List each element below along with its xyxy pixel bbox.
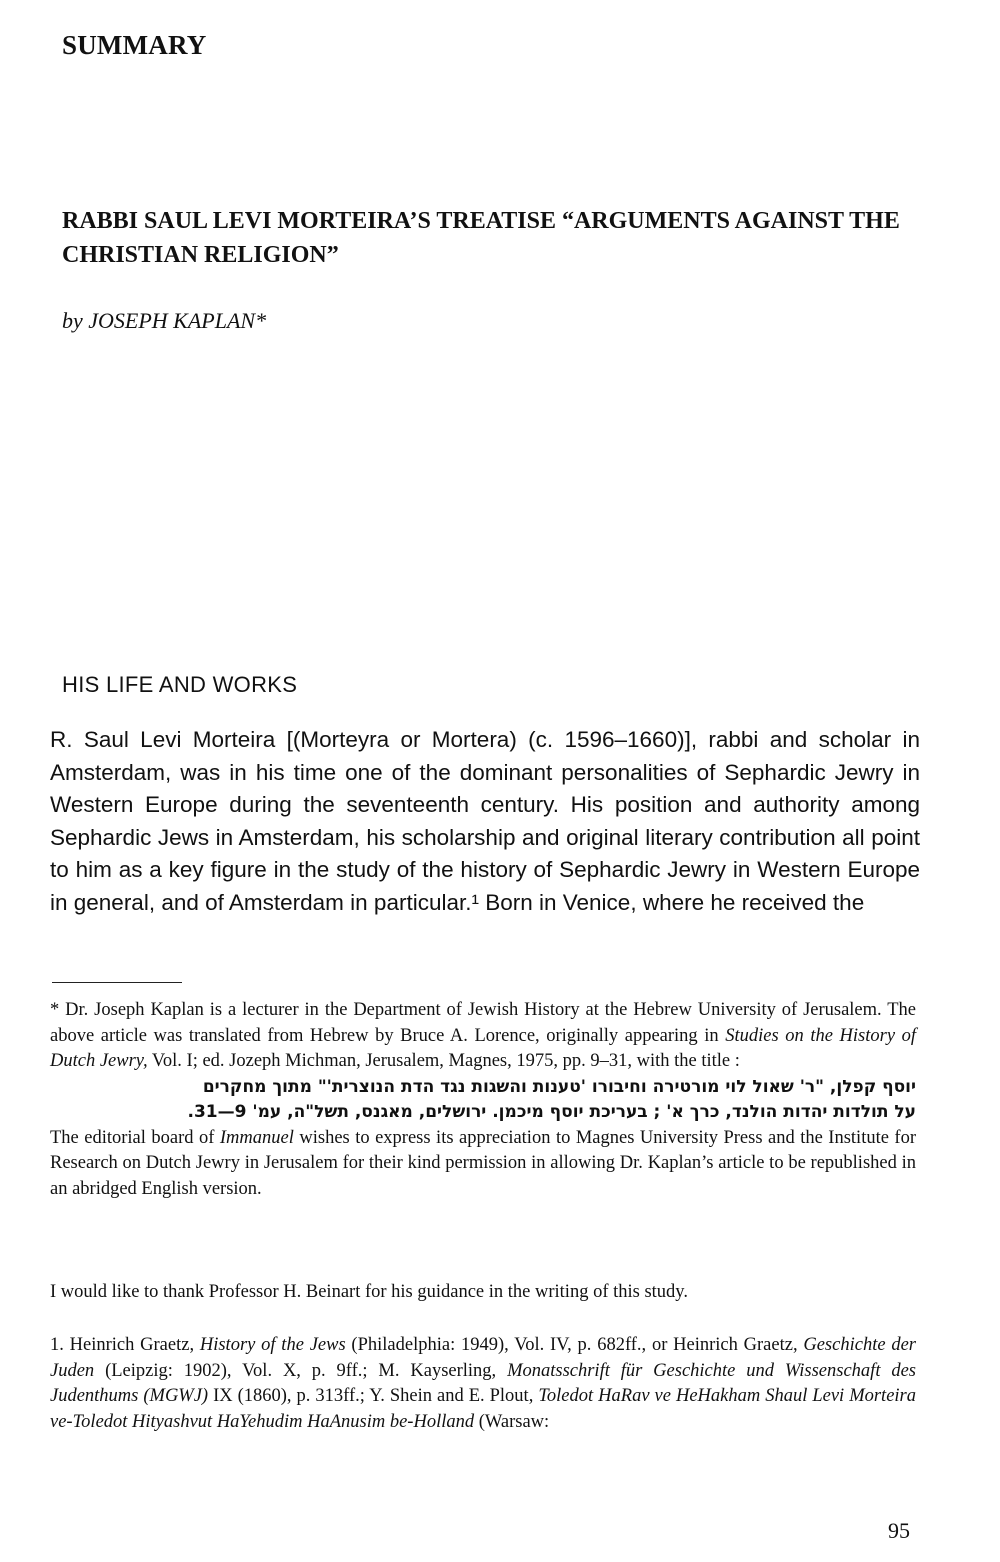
footnote-author-text-cont: Vol. I; ed. Jozeph Michman, Jerusalem, Magnes, 1975, pp. 9–31, with the title : <box>147 1051 740 1071</box>
footnote-hebrew-line-2: על תולדות יהדות הולנד, כרך א' ; בעריכת יוסף מיכמן. ירושלים, מאגנס, תשל"ה, עמ' 9—31. <box>187 1102 916 1122</box>
ref-text: (Philadelphia: 1949), Vol. IV, p. 682ff., or Heinrich Graetz, <box>345 1335 804 1355</box>
footnote-hebrew-line-1: יוסף קפלן, "ר' שאול לוי מורטירה וחיבורו 'טענות והשגות נגד הדת הנוצרית'" מתוך מחקרים <box>202 1076 916 1097</box>
board-note-journal: Immanuel <box>219 1127 294 1148</box>
footnote-divider <box>52 982 182 983</box>
ref-title: History of the Jews <box>199 1335 346 1355</box>
footnote-source-title: Studies on the History of Dutch Jewry, <box>50 1025 917 1071</box>
ref-text: (Leipzig: 1902), Vol. X, p. 9ff.; M. Kayserling, <box>94 1360 508 1381</box>
page-number: 95 <box>888 1518 910 1543</box>
article-author: by JOSEPH KAPLAN* <box>62 308 267 333</box>
footnote-reference-1 <box>50 1333 916 1435</box>
footnote-thanks: I would like to thank Professor H. Beinart for his guidance in the writing of this study. <box>50 1282 688 1302</box>
ref-text: 1. Heinrich Graetz, <box>50 1335 200 1355</box>
body-paragraph: R. Saul Levi Morteira [(Morteyra or Mortera) (c. 1596–1660)], rabbi and scholar in Amsterdam, was in his time one of the dominant personalities of Sephardic Jewry in Western Europe during the seventeenth century. His position and authority among Sephardic Jews in Amsterdam, his scholarship and original literary contribution all point to him as a key figure in the study of the history of Sephardic Jewry in Western Europe in general, and of Amsterdam in particular.¹ Born in Venice, where he received the <box>50 727 920 915</box>
article-title: RABBI SAUL LEVI MORTEIRA’S TREATISE “ARGUMENTS AGAINST THE CHRISTIAN RELIGION” <box>62 208 900 268</box>
board-note-text-cont: wishes to express its appreciation to Magnes University Press and the Institute for Research on Dutch Jewry in Jerusalem for their kind permission in allowing Dr. Kaplan’s article to be republished in an abridged English version. <box>50 1127 916 1199</box>
footnote-author-text: * Dr. Joseph Kaplan is a lecturer in the Department of Jewish History at the Hebrew University of Jerusalem. The above article was translated from Hebrew by Bruce A. Lorence, originally appearing in <box>50 1000 916 1046</box>
board-note-text: The editorial board of <box>50 1127 220 1148</box>
footnote-board-note <box>50 1126 916 1203</box>
section-label: SUMMARY <box>62 30 207 60</box>
ref-text: IX (1860), p. 313ff.; Y. Shein and E. Plout, <box>208 1386 539 1406</box>
ref-text: (Warsaw: <box>474 1411 550 1432</box>
ref-title: Toledot HaRav ve HeHakham Shaul Levi Morteira ve-Toledot Hityashvut HaYehudim HaAnusim be-Holland <box>50 1386 916 1432</box>
section-heading: HIS LIFE AND WORKS <box>62 672 298 697</box>
ref-title: Geschichte der Juden <box>50 1335 916 1381</box>
footnote-author <box>50 998 916 1202</box>
ref-title: Monatsschrift für Geschichte und Wissenschaft des Judenthums (MGWJ) <box>50 1360 916 1406</box>
